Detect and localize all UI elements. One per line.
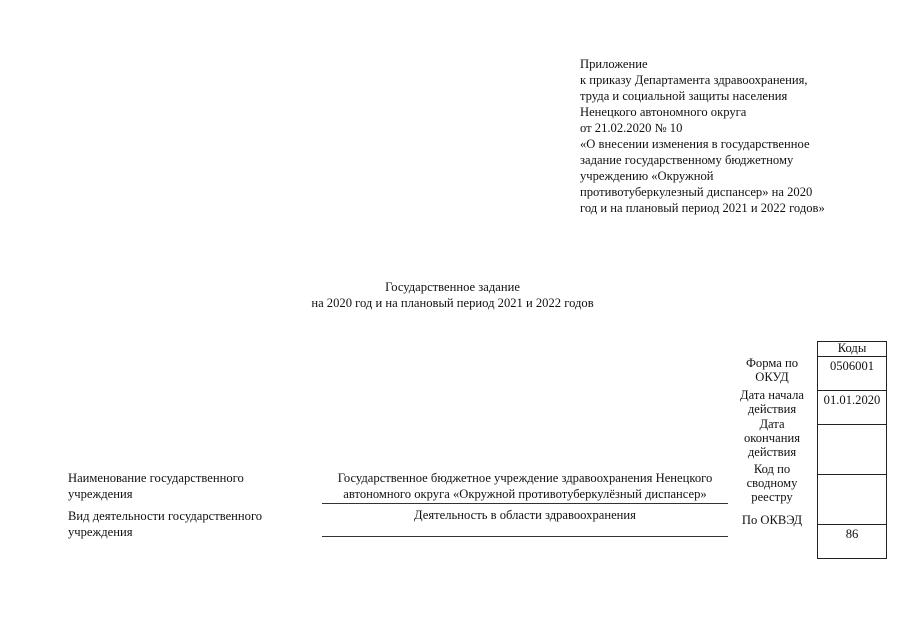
activity-underline bbox=[322, 536, 728, 537]
code-okved-value: 86 bbox=[818, 524, 886, 558]
title-line-1: Государственное задание bbox=[385, 280, 520, 294]
appendix-line: труда и социальной защиты населения bbox=[580, 89, 788, 103]
code-start-date-value: 01.01.2020 bbox=[818, 390, 886, 424]
label-registry: Код по сводному реестру bbox=[746, 462, 798, 504]
code-end-date-value bbox=[818, 424, 886, 474]
appendix-block bbox=[580, 56, 900, 216]
appendix-line: год и на плановый период 2021 и 2022 годов» bbox=[580, 201, 825, 215]
institution-name-underline bbox=[322, 503, 728, 504]
codes-table bbox=[817, 341, 887, 559]
label-start-date: Дата начала действия bbox=[740, 388, 804, 416]
appendix-line: учреждению «Окружной bbox=[580, 169, 714, 183]
appendix-line: от 21.02.2020 № 10 bbox=[580, 121, 683, 135]
label-okud: Форма по ОКУД bbox=[745, 356, 798, 384]
code-registry-value bbox=[818, 474, 886, 524]
code-okud-value: 0506001 bbox=[818, 356, 886, 390]
codes-header: Коды bbox=[837, 341, 867, 355]
label-end-date: Дата окончания действия bbox=[743, 417, 800, 459]
appendix-line: противотуберкулезный диспансер» на 2020 bbox=[580, 185, 813, 199]
appendix-line: «О внесении изменения в государственное bbox=[580, 137, 810, 151]
appendix-line: задание государственному бюджетному bbox=[580, 153, 794, 167]
activity-value: Деятельность в области здравоохранения bbox=[414, 508, 636, 522]
appendix-line: Ненецкого автономного округа bbox=[580, 105, 747, 119]
appendix-line: Приложение bbox=[580, 57, 648, 71]
institution-name-value: Государственное бюджетное учреждение здравоохранения Ненецкого автономного округа «Окружной противотуберкулёзный диспансер» bbox=[337, 471, 713, 501]
institution-name-label: Наименование государственного учреждения bbox=[68, 471, 244, 501]
appendix-line: к приказу Департамента здравоохранения, bbox=[580, 73, 808, 87]
title-line-2: на 2020 год и на плановый период 2021 и 2022 годов bbox=[311, 296, 594, 310]
document-title bbox=[0, 279, 905, 311]
activity-label: Вид деятельности государственного учреждения bbox=[68, 509, 263, 539]
label-okved: По ОКВЭД bbox=[741, 513, 803, 527]
